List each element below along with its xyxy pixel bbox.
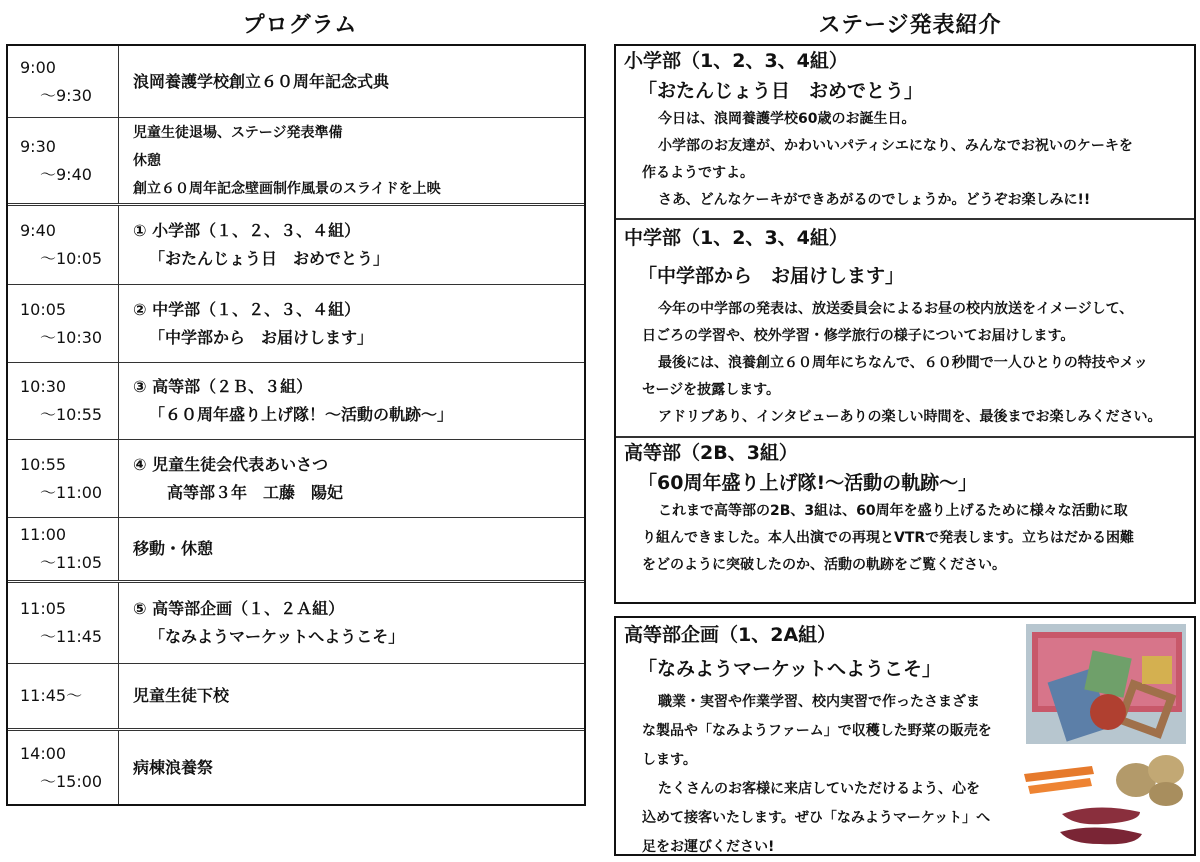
program-row <box>8 363 584 440</box>
section-text: 職業・実習や作業学習、校内実習で作ったさまざま <box>658 694 980 710</box>
program-time: 10:05 ～10:30 <box>8 285 119 362</box>
program-content: 浪岡養護学校創立６０周年記念式典 <box>133 71 390 91</box>
program-content: ① 小学部（１、２、３、４組） 「おたんじょう日 おめでとう」 <box>133 221 390 268</box>
program-time: 11:05 ～11:45 <box>8 583 119 663</box>
program-row <box>8 731 584 804</box>
program-row <box>8 518 584 583</box>
section-text: 日ごろの学習や、校外学習・修学旅行の様子についてお届けします。 <box>642 328 1075 344</box>
section-subtitle: 「おたんじょう日 おめでとう」 <box>638 80 924 102</box>
program-content: ② 中学部（１、２、３、４組） 「中学部から お届けします」 <box>133 299 374 347</box>
stage-heading: ステージ発表紹介 <box>818 13 1002 38</box>
program-row <box>8 206 584 285</box>
program-time: 9:30 ～9:40 <box>8 118 119 203</box>
section-senior <box>616 438 1194 602</box>
program-content: ③ 高等部（２Ｂ、３組） 「６０周年盛り上げ隊！～活動の軌跡～」 <box>133 377 454 424</box>
program-heading: プログラム <box>242 13 358 38</box>
section-text: をどのように突破したのか、活動の軌跡をご覧ください。 <box>642 557 1006 573</box>
program-table <box>6 44 586 806</box>
section-text: り組んできました。本人出演での再現とVTRで発表します。立ちはだかる困難 <box>642 530 1135 546</box>
section-subtitle: 「なみようマーケットへようこそ」 <box>638 658 942 680</box>
section-text: アドリブあり、インタビューありの楽しい時間を、最後までお楽しみください。 <box>658 409 1162 425</box>
section-text: さあ、どんなケーキができあがるのでしょうか。どうぞお楽しみに!! <box>658 192 1091 208</box>
section-title: 高等部（2B、3組） <box>624 442 798 464</box>
program-content: 病棟浪養祭 <box>133 757 214 777</box>
section-text: 今年の中学部の発表は、放送委員会によるお昼の校内放送をイメージして、 <box>658 301 1134 317</box>
section-title: 小学部（1、2、3、4組） <box>624 50 848 72</box>
program-row <box>8 440 584 518</box>
program-row <box>8 583 584 664</box>
section-text: 込めて接客いたします。ぜひ「なみようマーケット」へ <box>642 810 991 826</box>
program-time: 11:00 ～11:05 <box>8 518 119 580</box>
section-text: 作るようですよ。 <box>642 165 754 181</box>
program-time: 10:55 ～11:00 <box>8 440 119 517</box>
section-subtitle: 「60周年盛り上げ隊!～活動の軌跡～」 <box>638 472 978 494</box>
section-text: 最後には、浪養創立６０周年にちなんで、６０秒間で一人ひとりの特技やメッ <box>658 355 1148 371</box>
program-content: 児童生徒退場、ステージ発表準備 休憩 創立６０周年記念壁画制作風景のスライドを上映 <box>133 124 441 197</box>
section-text: します。 <box>642 752 697 768</box>
sweet-potato-photo <box>1056 800 1146 850</box>
section-text: 小学部のお友達が、かわいいパティシエになり、みんなでお祝いのケーキを <box>658 138 1133 154</box>
program-time: 9:00 ～9:30 <box>8 46 119 117</box>
section-text: これまで高等部の2B、3組は、60周年を盛り上げるために様々な活動に取 <box>658 503 1128 519</box>
section-junior <box>616 220 1194 438</box>
program-time: 14:00 ～15:00 <box>8 731 119 804</box>
program-row <box>8 46 584 118</box>
program-row <box>8 664 584 731</box>
section-text: 今日は、浪岡養護学校60歳のお誕生日。 <box>658 111 916 127</box>
potato-photo <box>1112 748 1192 808</box>
program-row <box>8 118 584 206</box>
section-text: セージを披露します。 <box>642 382 781 398</box>
section-elementary <box>616 46 1194 220</box>
program-time: 10:30 ～10:55 <box>8 363 119 439</box>
section-text: 足をお運びください! <box>642 839 775 855</box>
section-title: 中学部（1、2、3、4組） <box>624 227 848 249</box>
section-subtitle: 「中学部から お届けします」 <box>638 265 905 287</box>
program-content: ④ 児童生徒会代表あいさつ 高等部３年 工藤 陽妃 <box>133 454 344 502</box>
program-content: 児童生徒下校 <box>133 686 230 705</box>
program-content: 移動・休憩 <box>133 539 214 558</box>
program-time: 11:45～ <box>8 664 119 728</box>
program-time: 9:40 ～10:05 <box>8 206 119 284</box>
program-content: ⑤ 高等部企画（１、２Ａ組） 「なみようマーケットへようこそ」 <box>133 599 405 646</box>
section-text: たくさんのお客様に来店していただけるよう、心を <box>658 781 980 797</box>
stage-box <box>614 44 1196 604</box>
section-title: 高等部企画（1、2A組） <box>624 624 837 646</box>
carrot-photo <box>1020 756 1100 804</box>
section-text: な製品や「なみようファーム」で収穫した野菜の販売を <box>642 723 992 739</box>
handicraft-photo <box>1026 624 1186 744</box>
program-row <box>8 285 584 363</box>
